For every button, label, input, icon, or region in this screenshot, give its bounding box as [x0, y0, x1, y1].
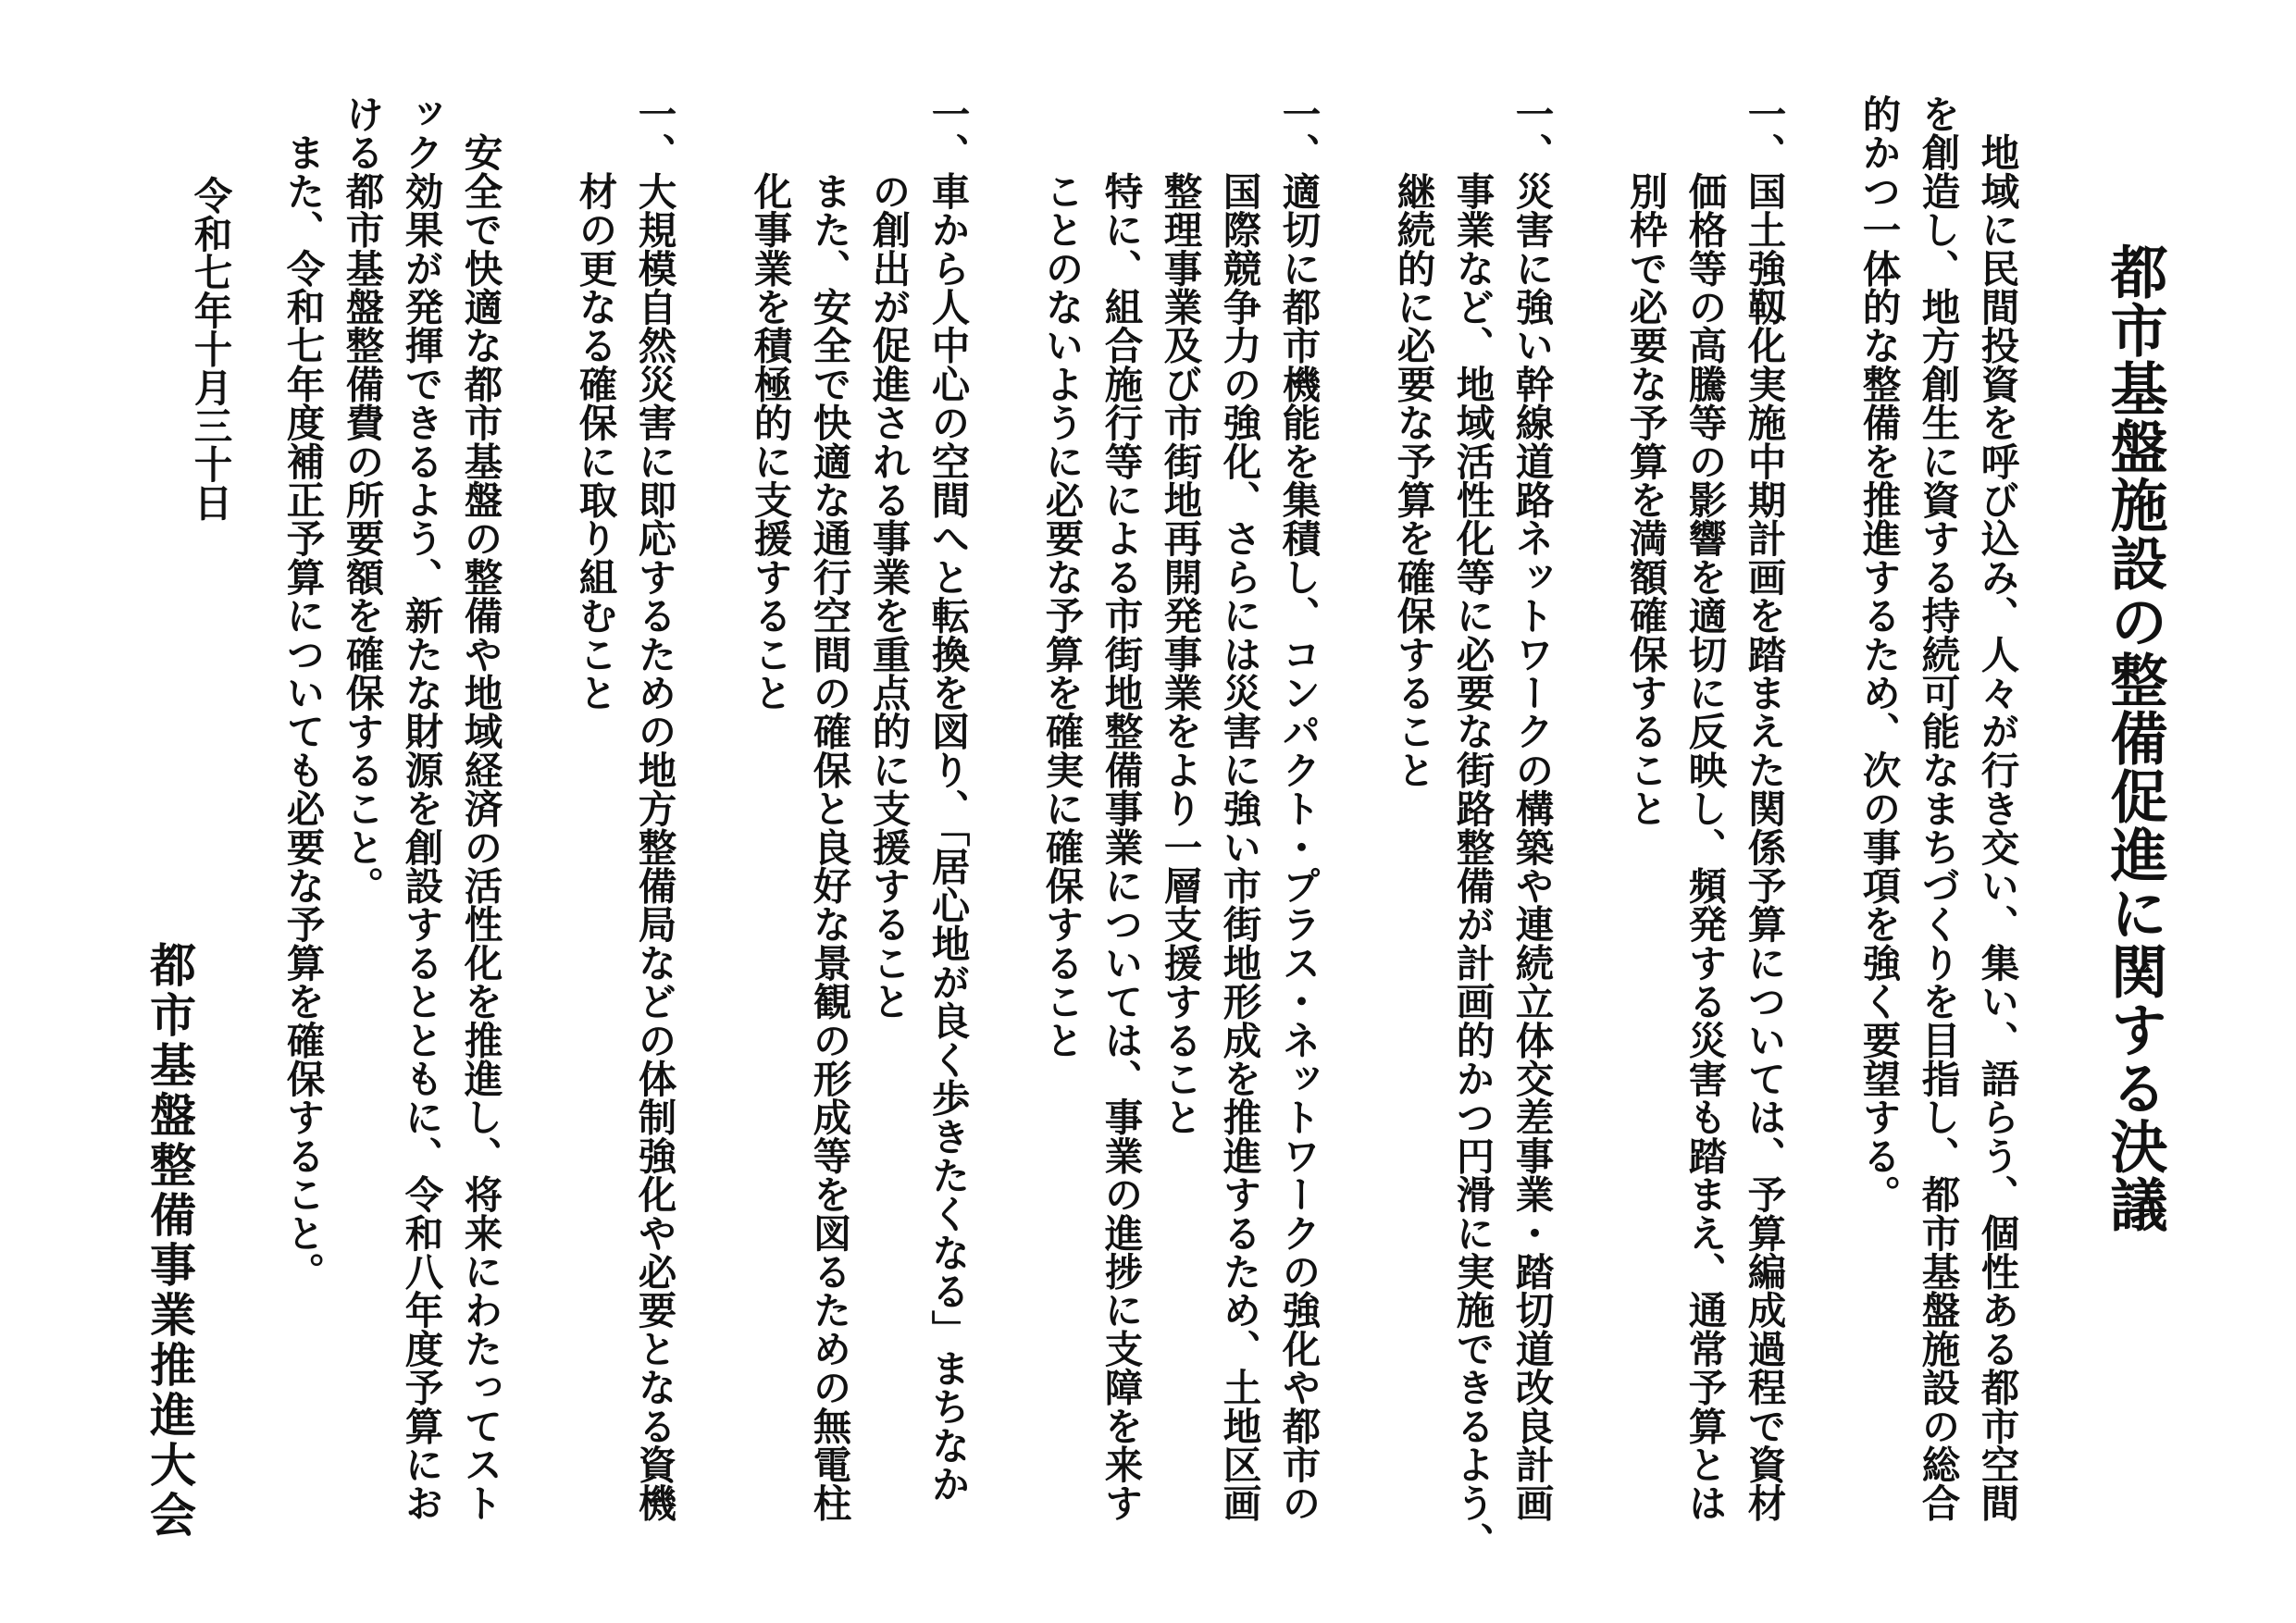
item-line: 一、大規模自然災害に即応するための地方整備局などの体制強化や必要となる資機: [631, 94, 677, 1522]
intro-line: 的かつ一体的な整備を推進するため、次の事項を強く要望する。: [1855, 94, 1902, 1214]
item-line: 価格等の高騰等の影響を適切に反映し、頻発する災害も踏まえ、通常予算とは: [1682, 94, 1728, 1522]
item-line: ことのないように必要な予算を確実に確保すること: [1038, 94, 1085, 1059]
item-line: また、安全で快適な通行空間の確保と良好な景観の形成等を図るための無電柱: [806, 94, 852, 1522]
resolution-date: 令和七年十月三十日: [187, 176, 233, 522]
item-line: の創出が促進される事業を重点的に支援すること: [865, 94, 912, 1021]
item-line: 継続的に必要な予算を確保すること: [1390, 94, 1436, 789]
item-line: 一、国土強靱化実施中期計画を踏まえた関係予算については、予算編成過程で資材: [1741, 94, 1787, 1522]
closing-line: ける都市基盤整備費の所要額を確保すること。: [339, 94, 385, 905]
item-line: 化事業を積極的に支援すること: [747, 94, 793, 712]
closing-line: ック効果が発揮できるよう、新たな財源を創設するとともに、令和八年度予算にお: [398, 94, 444, 1522]
document-title: 都市基盤施設の整備促進に関する決議: [2101, 242, 2168, 1233]
closing-line: また、令和七年度補正予算についても必要な予算を確保すること。: [279, 94, 326, 1291]
intro-line: 地域に民間投資を呼び込み、人々が行き交い、集い、語らう、個性ある都市空間: [1974, 94, 2020, 1522]
item-line: 整理事業及び市街地再開発事業をより一層支援すること: [1157, 94, 1203, 1136]
intro-line: を創造し、地方創生に資する持続可能なまちづくりを目指し、都市基盤施設の総合: [1915, 94, 1961, 1522]
item-line: 一、災害に強い幹線道路ネットワークの構築や連続立体交差事業・踏切道改良計画: [1508, 94, 1555, 1522]
item-line: 一、適切に都市機能を集積し、コンパクト・プラス・ネットワークの強化や都市の: [1275, 94, 1322, 1522]
item-line: 材の更なる確保に取り組むこと: [572, 94, 618, 712]
item-line: 一、車から人中心の空間へと転換を図り、「居心地が良く歩きたくなる」まちなか: [925, 94, 971, 1504]
item-line: 別枠で必要な予算を満額確保すること: [1622, 94, 1669, 828]
item-line: 事業など、地域活性化等に必要な街路整備が計画的かつ円滑に実施できるよう、: [1449, 94, 1496, 1561]
item-line: 国際競争力の強化、さらには災害に強い市街地形成を推進するため、土地区画: [1216, 94, 1262, 1522]
item-line: 特に、組合施行等による市街地整備事業については、事業の進捗に支障を来す: [1098, 94, 1144, 1522]
closing-line: 安全で快適な都市基盤の整備や地域経済の活性化を推進し、将来にわたってスト: [457, 94, 503, 1522]
organization-name: 都市基盤整備事業推進大会: [143, 941, 196, 1541]
